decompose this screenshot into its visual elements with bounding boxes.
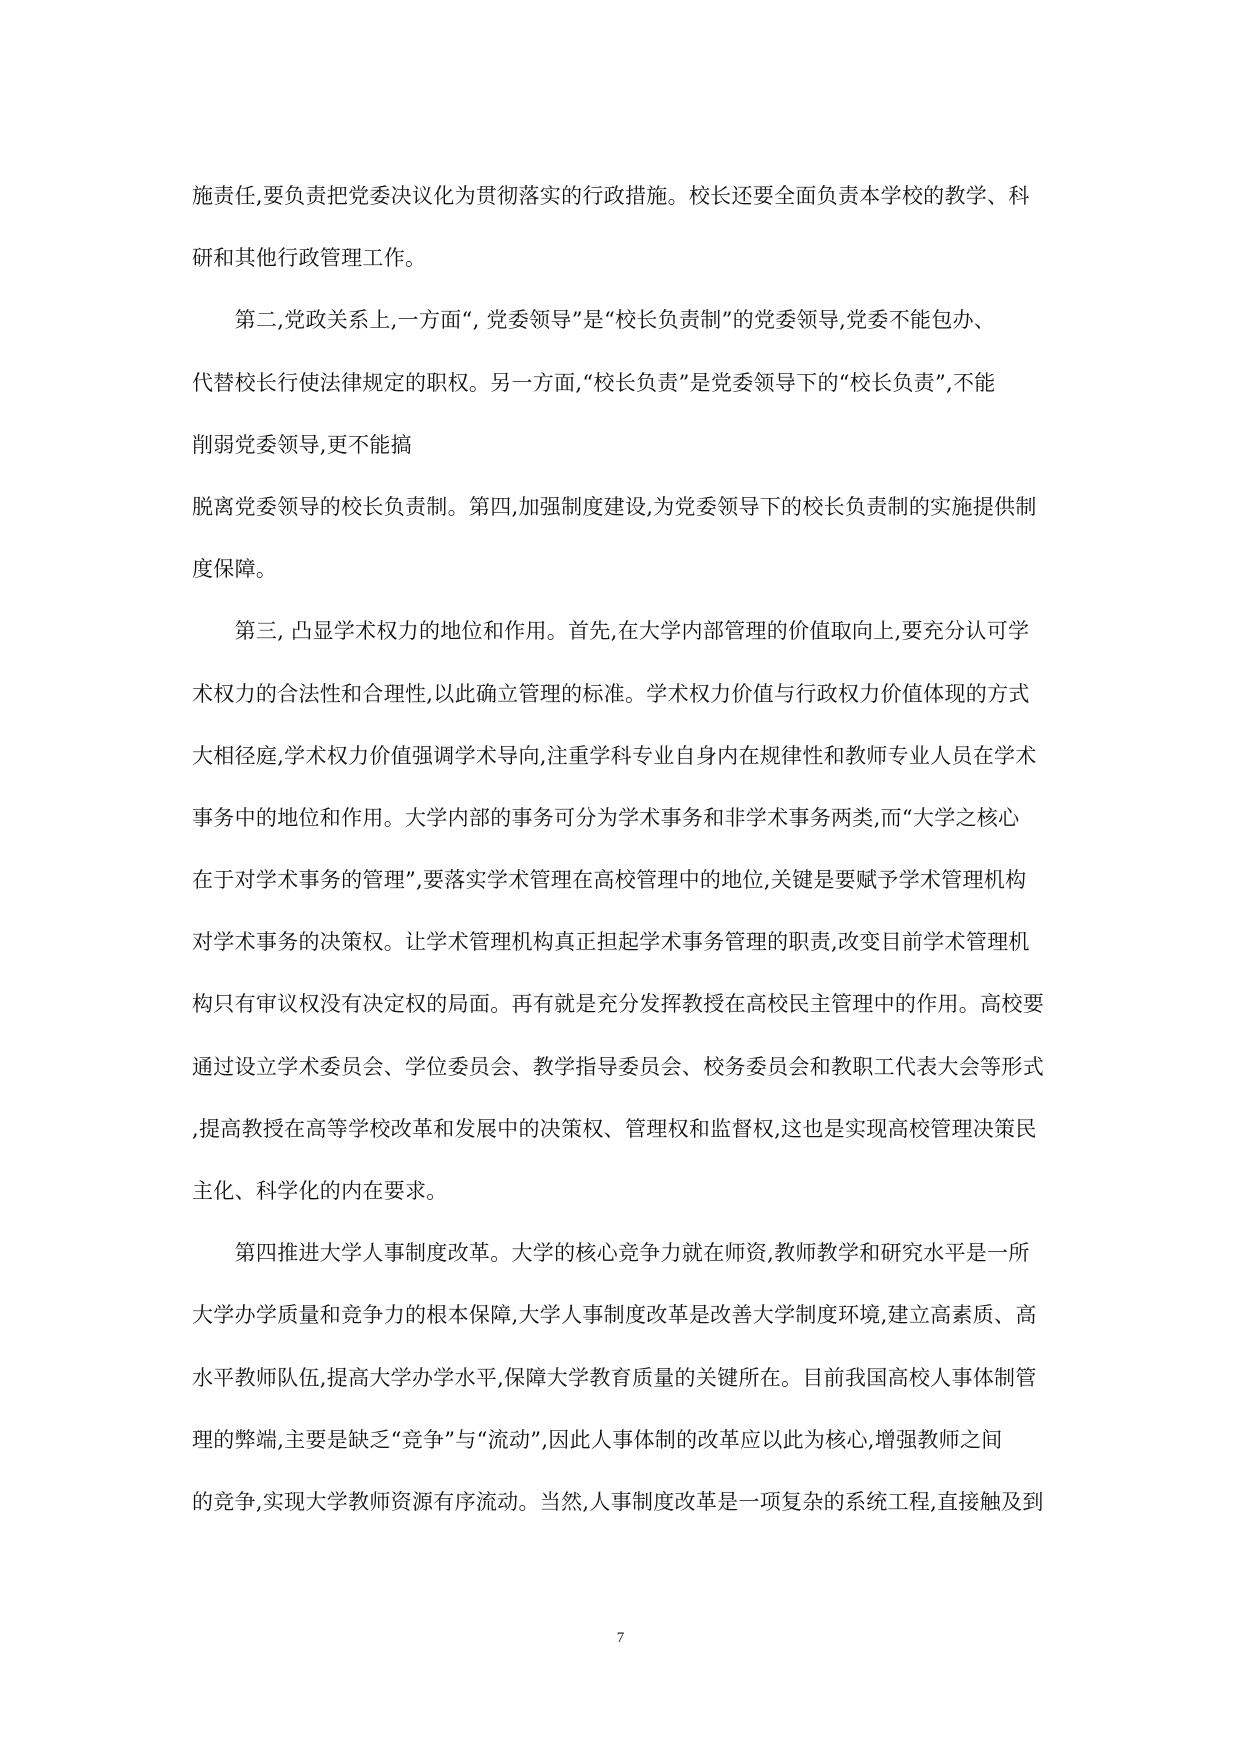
text-line: 施责任,要负责把党委决议化为贯彻落实的行政措施。校长还要全面负责本学校的教学、科 [192, 184, 1030, 208]
body-text [192, 165, 1047, 1533]
text-line: 第二,党政关系上,一方面“, 党委领导”是“校长负责制”的党委领导,党委不能包办、 [192, 308, 996, 333]
text-line: 大学办学质量和竞争力的根本保障,大学人事制度改革是改善大学制度环境,建立高素质、高 [192, 1303, 1037, 1328]
text-line: 研和其他行政管理工作。 [192, 246, 427, 271]
text-line: ,提高教授在高等学校改革和发展中的决策权、管理权和监督权,这也是实现高校管理决策民 [192, 1116, 1037, 1141]
text-line: 水平教师队伍,提高大学办学水平,保障大学教育质量的关键所在。目前我国高校人事体制管 [192, 1365, 1037, 1390]
text-line: 代替校长行使法律规定的职权。另一方面,“校长负责”是党委领导下的“校长负责”,不能 [192, 370, 996, 395]
text-line: 第四推进大学人事制度改革。大学的核心竞争力就在师资,教师教学和研究水平是一所 [192, 1241, 1030, 1266]
text-line: 事务中的地位和作用。大学内部的事务可分为学术事务和非学术事务两类,而“大学之核心 [192, 805, 1020, 830]
text-line: 的竞争,实现大学教师资源有序流动。当然,人事制度改革是一项复杂的系统工程,直接触及到 [192, 1489, 1044, 1514]
text-line: 削弱党委领导,更不能搞 [192, 432, 412, 457]
text-line: 在于对学术事务的管理”,要落实学术管理在高校管理中的地位,关键是要赋予学术管理机构 [192, 868, 1027, 893]
text-line: 大相径庭,学术权力价值强调学术导向,注重学科专业自身内在规律性和教师专业人员在学术 [192, 743, 1037, 768]
text-line: 理的弊端,主要是缺乏“竞争”与“流动”,因此人事体制的改革应以此为核心,增强教师之间 [192, 1427, 1003, 1452]
text-line: 度保障。 [192, 557, 278, 582]
text-line: 构只有审议权没有决定权的局面。再有就是充分发挥教授在高校民主管理中的作用。高校要 [192, 992, 1044, 1017]
text-line: 通过设立学术委员会、学位委员会、教学指导委员会、校务委员会和教职工代表大会等形式 [192, 1054, 1044, 1079]
text-line: 脱离党委领导的校长负责制。第四,加强制度建设,为党委领导下的校长负责制的实施提供制 [192, 494, 1037, 519]
text-line: 第三, 凸显学术权力的地位和作用。首先,在大学内部管理的价值取向上,要充分认可学 [192, 619, 1030, 644]
text-line: 对学术事务的决策权。让学术管理机构真正担起学术事务管理的职责,改变目前学术管理机 [192, 930, 1030, 955]
text-line: 术权力的合法性和合理性,以此确立管理的标准。学术权力价值与行政权力价值体现的方式 [192, 681, 1030, 706]
page-number: 7 [616, 1630, 625, 1646]
text-line: 主化、科学化的内在要求。 [192, 1179, 448, 1203]
